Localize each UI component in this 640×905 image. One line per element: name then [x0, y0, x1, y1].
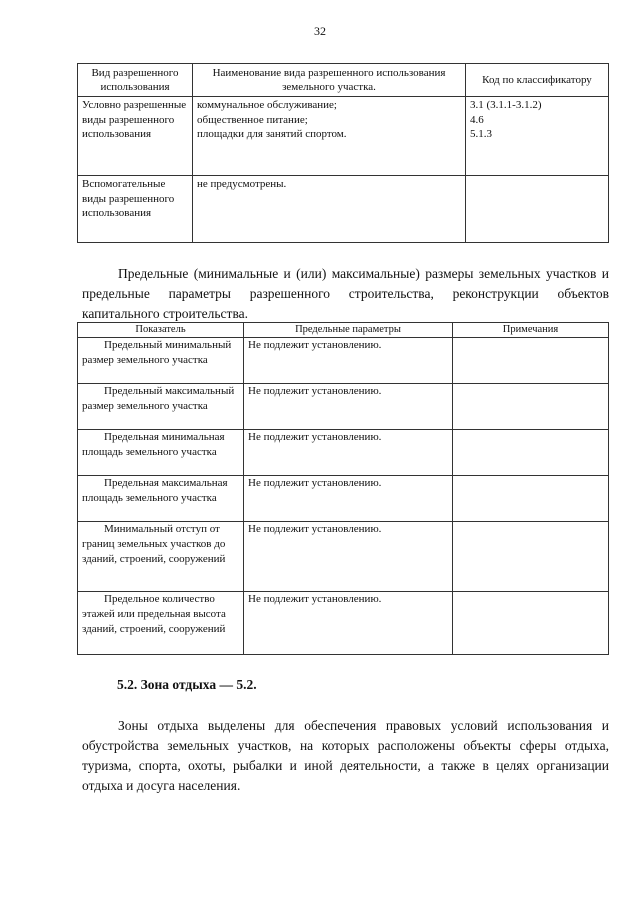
- table-row: [78, 176, 609, 243]
- section-paragraph: [82, 716, 609, 796]
- table-row: [78, 476, 609, 522]
- intro-paragraph: [82, 264, 609, 324]
- use-names-cell: [193, 97, 466, 176]
- section-heading: 5.2. Зона отдыха — 5.2.: [117, 677, 257, 692]
- table-header-row: [78, 64, 609, 97]
- use-name: площадки для занятий спортом.: [197, 128, 347, 140]
- use-names-cell: [193, 176, 466, 243]
- header-use-name: Наименование вида разрешенного использования земельного участка.: [193, 64, 466, 97]
- table-header-row: [78, 323, 609, 338]
- codes-cell: [466, 176, 609, 243]
- note-cell: [453, 338, 609, 384]
- header-classifier-code: Код по классификатору: [466, 64, 609, 97]
- header-notes: Примечания: [453, 323, 609, 338]
- use-name: не предусмотрены.: [197, 178, 287, 190]
- note-cell: [453, 592, 609, 655]
- header-parameters: Предельные параметры: [244, 323, 453, 338]
- table-row: [78, 430, 609, 476]
- indicator-cell: Предельный максимальный размер земельного участка: [78, 384, 244, 430]
- header-use-kind: Вид разрешенного использования: [78, 64, 193, 97]
- note-cell: [453, 522, 609, 592]
- table-row: [78, 97, 609, 176]
- value-cell: Не подлежит установлению.: [244, 338, 453, 384]
- value-cell: Не подлежит установлению.: [244, 430, 453, 476]
- use-kind-cell: Условно разрешенные виды разрешенного использования: [78, 97, 193, 176]
- table-row: [78, 384, 609, 430]
- indicator-cell: Предельное количество этажей или предельная высота зданий, строений, сооружений: [78, 592, 244, 655]
- header-indicator: Показатель: [78, 323, 244, 338]
- classifier-code: 4.6: [470, 113, 484, 126]
- table-row: [78, 338, 609, 384]
- parameters-table: [77, 322, 609, 655]
- value-cell: Не подлежит установлению.: [244, 522, 453, 592]
- table-row: [78, 522, 609, 592]
- codes-cell: [466, 97, 609, 176]
- permitted-use-table: [77, 63, 609, 243]
- classifier-code: 5.1.3: [470, 128, 492, 140]
- use-kind-cell: Вспомогательные виды разрешенного использования: [78, 176, 193, 243]
- section-paragraph-text: Зоны отдыха выделены для обеспечения правовых условий использования и обустройства земельных участков, на которых расположены объекты сферы отдыха, туризма, спорта, охоты, рыбалки и иной деятельности, а также в целях организации отдыха и досуга населения.: [82, 718, 609, 793]
- value-cell: Не подлежит установлению.: [244, 592, 453, 655]
- use-name: коммунальное обслуживание;: [197, 99, 337, 111]
- table-row: [78, 592, 609, 655]
- indicator-cell: Предельный минимальный размер земельного участка: [78, 338, 244, 384]
- indicator-cell: Минимальный отступ от границ земельных участков до зданий, строений, сооружений: [78, 522, 244, 592]
- value-cell: Не подлежит установлению.: [244, 476, 453, 522]
- note-cell: [453, 384, 609, 430]
- classifier-code: 3.1 (3.1.1-3.1.2): [470, 99, 542, 111]
- note-cell: [453, 430, 609, 476]
- use-name: общественное питание;: [197, 113, 308, 126]
- value-cell: Не подлежит установлению.: [244, 384, 453, 430]
- indicator-cell: Предельная минимальная площадь земельного участка: [78, 430, 244, 476]
- page-number: 32: [314, 24, 326, 38]
- note-cell: [453, 476, 609, 522]
- indicator-cell: Предельная максимальная площадь земельного участка: [78, 476, 244, 522]
- intro-paragraph-text: Предельные (минимальные и (или) максимальные) размеры земельных участков и предельные параметры разрешенного строительства, реконструкции объектов капитального строительства.: [82, 266, 609, 321]
